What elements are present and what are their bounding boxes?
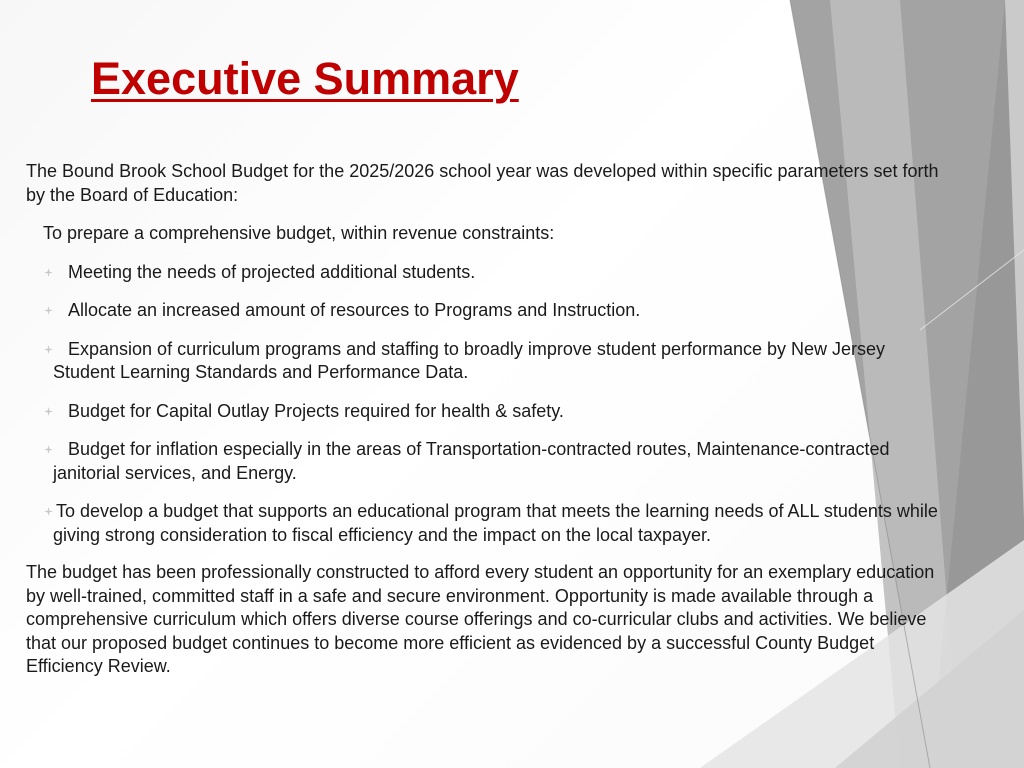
slide-body [26, 160, 946, 679]
star-bullet-icon [44, 268, 53, 277]
bullet-item [26, 438, 946, 485]
intro-paragraph: The Bound Brook School Budget for the 2025/2026 school year was developed within specific parameters set forth by the Board of Education: [26, 161, 939, 205]
bullet-text: Expansion of curriculum programs and staffing to broadly improve student performance by New Jersey Student Learning Standards and Performance Data. [53, 338, 886, 382]
star-bullet-icon [44, 407, 53, 416]
slide-title: Executive Summary [91, 53, 519, 104]
bullet-item [26, 261, 946, 285]
bullet-item [26, 500, 946, 547]
star-bullet-icon [44, 345, 53, 354]
bullet-text: Budget for inflation especially in the areas of Transportation-contracted routes, Maintenance-contracted janitorial services, and Energy. [53, 439, 890, 483]
bullet-text: Budget for Capital Outlay Projects required for health & safety. [68, 400, 564, 421]
bullet-text: Meeting the needs of projected additional students. [68, 261, 476, 282]
star-bullet-icon [44, 445, 53, 454]
bullet-text: Allocate an increased amount of resources to Programs and Instruction. [68, 300, 641, 320]
subheading: To prepare a comprehensive budget, within revenue constraints: [43, 223, 555, 243]
bullet-item [26, 400, 946, 424]
bullet-item [26, 299, 946, 323]
bullet-item [26, 338, 946, 385]
star-bullet-icon [44, 507, 53, 516]
bullet-text: To develop a budget that supports an educational program that meets the learning needs of ALL students while giving strong consideration to fiscal efficiency and the impact on the local taxpayer. [53, 501, 938, 545]
closing-paragraph: The budget has been professionally constructed to afford every student an opportunity for an exemplary education by well-trained, committed staff in a safe and secure environment. Opportunity is made available through a comprehensive curriculum which offers diverse course offerings and co-curricular clubs and activities. We believe that our proposed budget continues to become more efficient as evidenced by a successful County Budget Efficiency Review. [26, 562, 935, 676]
star-bullet-icon [44, 306, 53, 315]
